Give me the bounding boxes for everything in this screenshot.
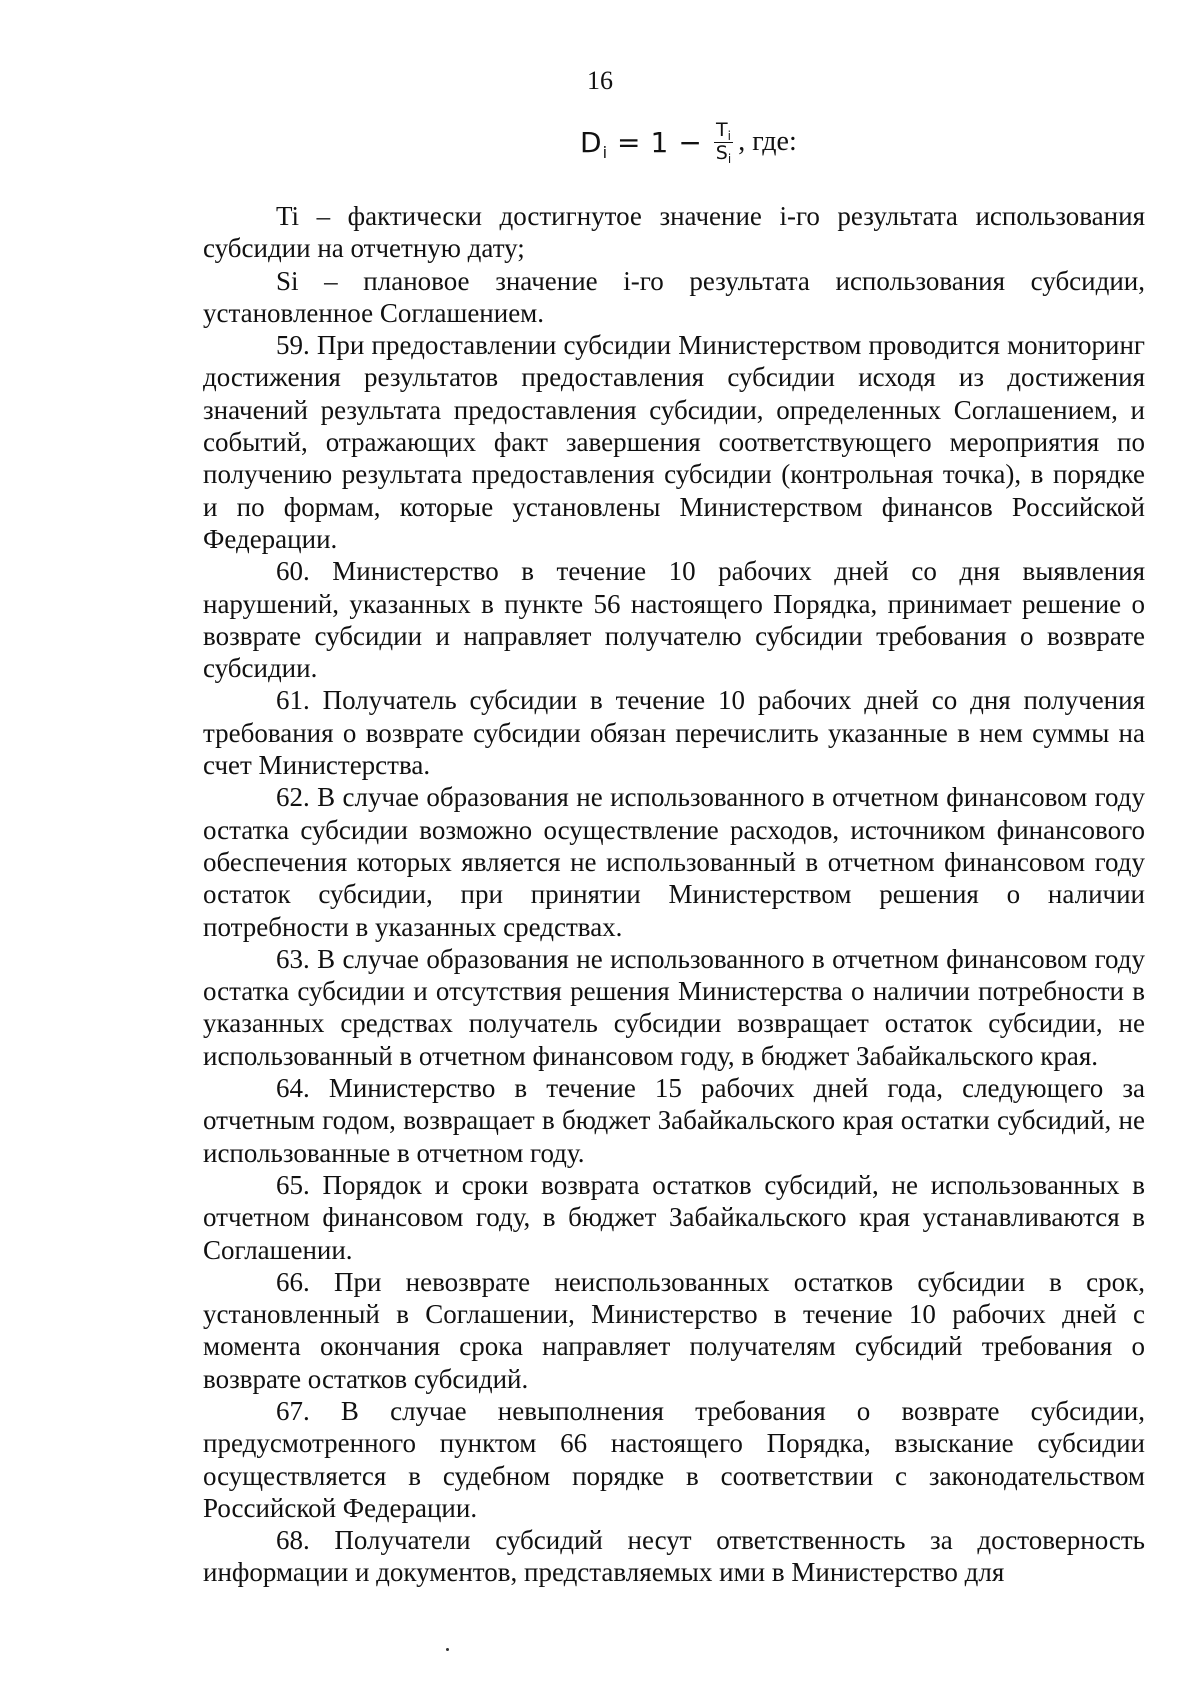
- paragraph-66: 66. При невозврате неиспользованных остатков субсидии в срок, установленный в Соглашении, Министерство в течение 10 рабочих дней с момента окончания срока направляет получателям субсидий требования о возврате остатков субсидий.: [203, 1266, 1145, 1394]
- paragraph-ti-definition: Ti – фактически достигнутое значение i-го результата использования субсидии на отчетную дату;: [203, 201, 1145, 264]
- formula-equals: =: [617, 125, 641, 159]
- paragraph-68: 68. Получатели субсидий несут ответственность за достоверность информации и документов, представляемых ими в Министерство для: [203, 1525, 1145, 1588]
- formula-fraction: [714, 120, 733, 165]
- formula-lhs-subscript: i: [602, 142, 608, 162]
- formula-numerator: [714, 120, 733, 143]
- formula-denominator-subscript: i: [727, 151, 732, 166]
- paragraph-64: 64. Министерство в течение 15 рабочих дней года, следующего за отчетным годом, возвращает в бюджет Забайкальского края остатки субсидий, не использованные в отчетном году.: [203, 1073, 1145, 1168]
- paragraph-63: 63. В случае образования не использованного в отчетном финансовом году остатка субсидии и отсутствия решения Министерства о наличии потребности в указанных средствах получатель субсидии возвращает остаток субсидии, не использованный в отчетном финансовом году, в бюджет Забайкальского края.: [203, 943, 1145, 1071]
- document-body: [203, 200, 1145, 1589]
- formula-one: 1: [650, 125, 669, 159]
- formula-where: , где:: [738, 126, 797, 157]
- paragraph-65: 65. Порядок и сроки возврата остатков субсидий, не использованных в отчетном финансовом году, в бюджет Забайкальского края устанавливаются в Соглашении.: [203, 1169, 1145, 1265]
- formula-lhs: [580, 125, 608, 162]
- paragraph-59: 59. При предоставлении субсидии Министерством проводится мониторинг достижения результатов предоставления субсидии исходя из достижения значений результата предоставления субсидии, определенных Соглашением, и событий, отражающих факт завершения соответствующего мероприятия по получению результата предоставления субсидии (контрольная точка), в порядке и по формам, которые установлены Министерством финансов Российской Федерации.: [203, 330, 1145, 554]
- paragraph-60: 60. Министерство в течение 10 рабочих дней со дня выявления нарушений, указанных в пункте 56 настоящего Порядка, принимает решение о возврате субсидии и направляет получателю субсидии требования о возврате субсидии.: [203, 556, 1145, 684]
- formula: [580, 112, 797, 172]
- paragraph-62: 62. В случае образования не использованного в отчетном финансовом году остатка субсидии возможно осуществление расходов, источником финансового обеспечения которых является не использованный в отчетном финансовом году остаток субсидии, при принятии Министерством решения о наличии потребности в указанных средствах.: [203, 782, 1145, 942]
- formula-denominator-symbol: S: [715, 141, 728, 164]
- paragraph-si-definition: Si – плановое значение i-го результата использования субсидии, установленное Соглашением.: [203, 265, 1145, 328]
- scan-speck: [446, 1648, 449, 1651]
- formula-denominator: [714, 143, 733, 165]
- formula-minus: −: [678, 125, 702, 159]
- page-number: 16: [587, 66, 613, 95]
- formula-numerator-symbol: T: [716, 118, 728, 141]
- paragraph-61: 61. Получатель субсидии в течение 10 рабочих дней со дня получения требования о возврате субсидии обязан перечислить указанные в нем суммы на счет Министерства.: [203, 685, 1145, 781]
- formula-numerator-subscript: i: [727, 128, 731, 143]
- paragraph-67: 67. В случае невыполнения требования о возврате субсидии, предусмотренного пунктом 66 настоящего Порядка, взыскание субсидии осуществляется в судебном порядке в соответствии с законодательством Российской Федерации.: [203, 1395, 1145, 1523]
- formula-lhs-symbol: D: [580, 125, 602, 159]
